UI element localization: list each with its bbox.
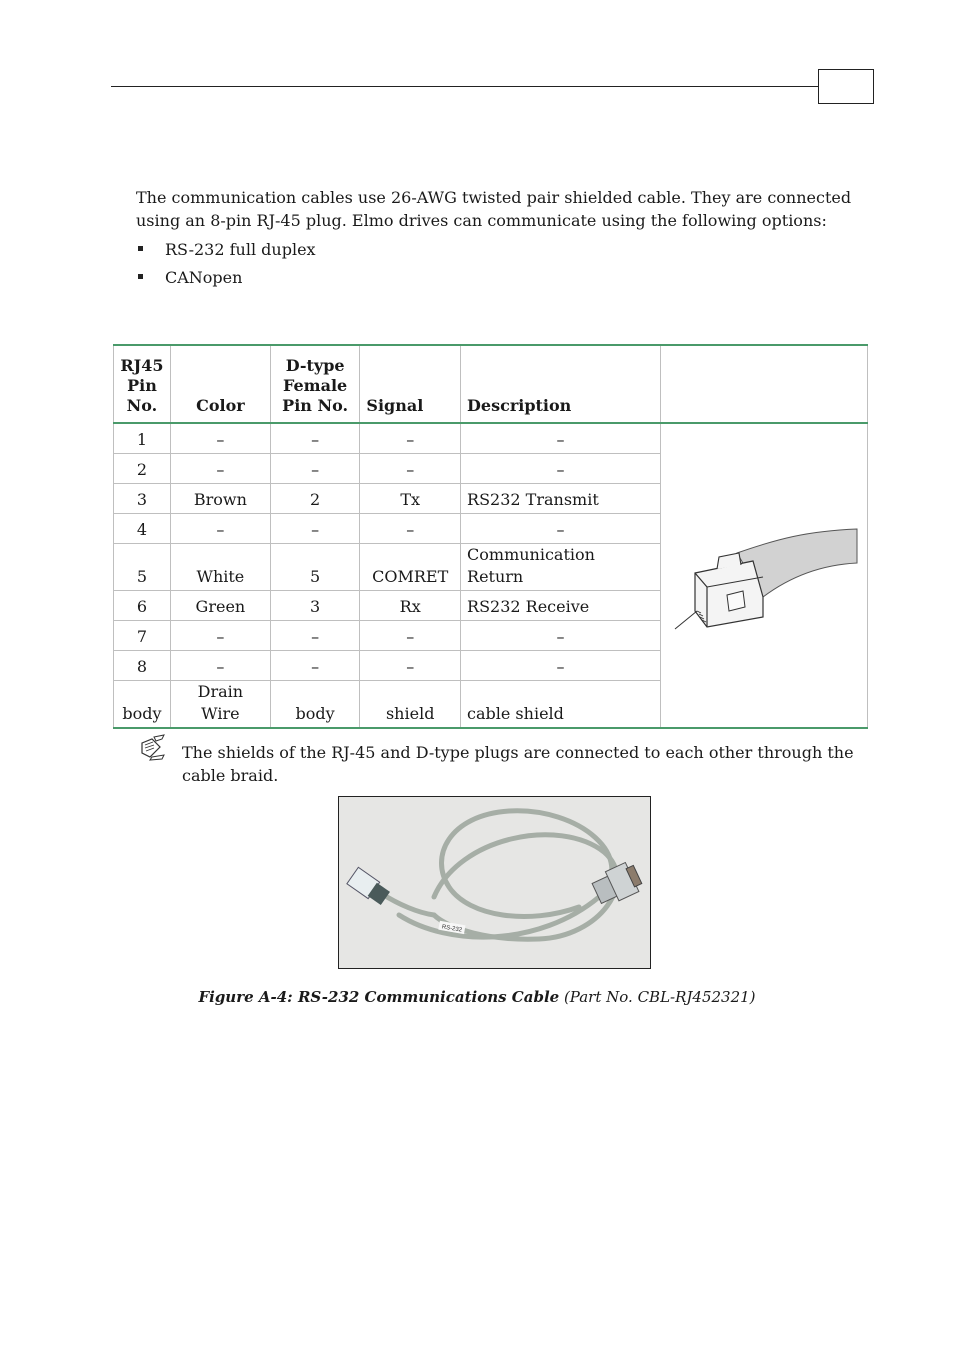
col-header-description: Description <box>461 345 661 423</box>
cell-pin: 5 <box>114 544 171 591</box>
cell-color: – <box>170 651 270 681</box>
cell-pin: 6 <box>114 591 171 621</box>
list-item: RS-232 full duplex <box>136 238 316 266</box>
cell-color: Drain Wire <box>170 681 270 729</box>
cell-pin: 1 <box>114 423 171 454</box>
cell-pin: 7 <box>114 621 171 651</box>
col-header-pin: RJ45 Pin No. <box>114 345 171 423</box>
bullet-square-icon <box>138 274 143 279</box>
cell-description: – <box>461 423 661 454</box>
cell-color: Green <box>170 591 270 621</box>
cell-pin: 4 <box>114 514 171 544</box>
cell-signal: shield <box>360 681 461 729</box>
rj45-pinout-table <box>113 344 868 729</box>
figure-caption <box>0 988 954 1006</box>
col-header-dtype-pin: D-type Female Pin No. <box>270 345 360 423</box>
cell-color: – <box>170 454 270 484</box>
cell-dpin: – <box>270 423 360 454</box>
note-text: The shields of the RJ-45 and D-type plugs are connected to each other through the cable braid. <box>182 743 854 785</box>
caption-title: Figure A-4: RS-232 Communications Cable <box>198 988 560 1006</box>
cell-description: Communication Return <box>461 544 661 591</box>
list-item: CANopen <box>136 266 316 294</box>
cell-description: – <box>461 621 661 651</box>
bullet-square-icon <box>138 246 143 251</box>
options-list <box>136 238 316 294</box>
cell-description: cable shield <box>461 681 661 729</box>
cell-pin: body <box>114 681 171 729</box>
cell-dpin: 3 <box>270 591 360 621</box>
cell-dpin: – <box>270 454 360 484</box>
cell-signal: – <box>360 454 461 484</box>
cell-signal: Rx <box>360 591 461 621</box>
cell-signal: – <box>360 514 461 544</box>
cell-pin: 2 <box>114 454 171 484</box>
table-row <box>114 423 868 454</box>
caption-part-number: (Part No. CBL-RJ452321) <box>559 988 756 1006</box>
cell-dpin: 2 <box>270 484 360 514</box>
page-number-box <box>818 69 874 104</box>
rs232-cable-image <box>339 797 650 968</box>
note-pencil-icon <box>138 733 168 763</box>
cell-pin: 3 <box>114 484 171 514</box>
cell-color: Brown <box>170 484 270 514</box>
cell-signal: – <box>360 651 461 681</box>
cell-description: RS232 Transmit <box>461 484 661 514</box>
header-rule <box>111 86 819 87</box>
cell-dpin: – <box>270 514 360 544</box>
cell-color: – <box>170 423 270 454</box>
cell-signal: – <box>360 621 461 651</box>
cell-dpin: – <box>270 621 360 651</box>
cell-signal: – <box>360 423 461 454</box>
rj45-plug-icon <box>667 461 861 719</box>
cell-dpin: – <box>270 651 360 681</box>
cell-color: White <box>170 544 270 591</box>
cell-color: – <box>170 514 270 544</box>
col-header-image <box>660 345 867 423</box>
cell-description: RS232 Receive <box>461 591 661 621</box>
cell-description: – <box>461 651 661 681</box>
cell-description: – <box>461 514 661 544</box>
col-header-signal: Signal <box>360 345 461 423</box>
intro-paragraph: The communication cables use 26-AWG twisted pair shielded cable. They are connected using an 8-pin RJ-45 plug. Elmo drives can communicate using the following options: <box>136 188 852 230</box>
cell-color: – <box>170 621 270 651</box>
cell-dpin: body <box>270 681 360 729</box>
cable-label-text: RS-232 <box>441 924 463 934</box>
cell-pin: 8 <box>114 651 171 681</box>
table-header-row <box>114 345 868 423</box>
rj45-plug-image-cell <box>660 423 867 728</box>
cable-photo <box>338 796 651 969</box>
cell-description: – <box>461 454 661 484</box>
cell-signal: COMRET <box>360 544 461 591</box>
cell-dpin: 5 <box>270 544 360 591</box>
cell-signal: Tx <box>360 484 461 514</box>
col-header-color: Color <box>170 345 270 423</box>
